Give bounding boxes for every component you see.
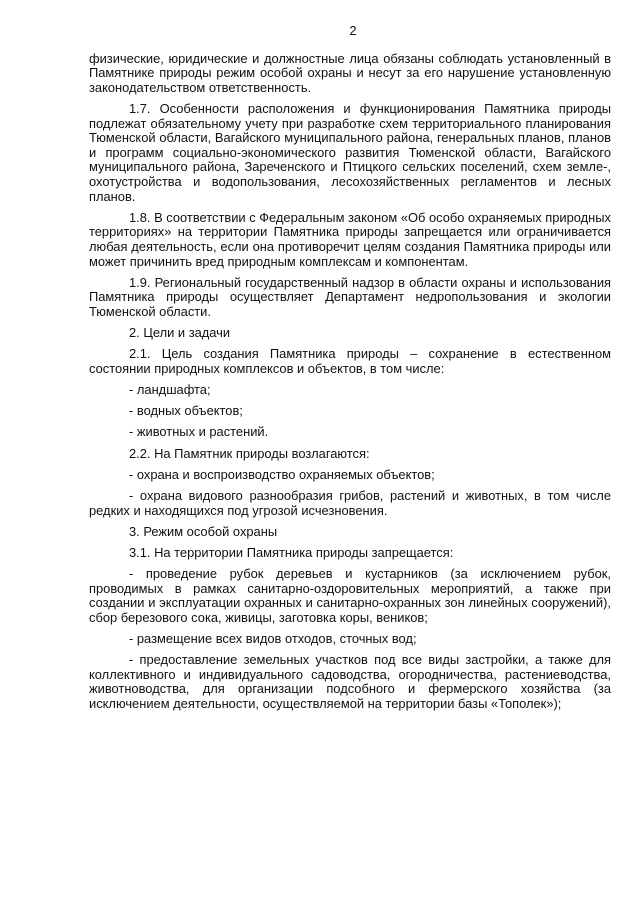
list-item-protection-reproduction: - охрана и воспроизводство охраняемых объектов; [129, 466, 435, 482]
section-heading-3: 3. Режим особой охраны [129, 523, 278, 539]
list-item-land-plots: - предоставление земельных участков под все виды застройки, а также для коллективного и индивидуального садоводства, огородничества, растениеводства, животноводства, для организации подсобного и фермерского хозяйства (за исключением деятельности, осуществляемой на территории базы «Тополек»); [89, 652, 611, 712]
section-heading-2: 2. Цели и задачи [129, 325, 231, 341]
paragraph-1-8: 1.8. В соответствии с Федеральным законом «Об особо охраняемых природных территориях» на территории Памятника природы запрещается или ограничивается любая деятельность, если она противоречит целям создания Памятника природы или может причинить вред природным комплексам и компонентам. [89, 209, 611, 269]
list-item-animals-plants: - животных и растений. [129, 424, 269, 440]
paragraph-2-2: 2.2. На Памятник природы возлагаются: [129, 445, 370, 461]
paragraph-1-7: 1.7. Особенности расположения и функционирования Памятника природы подлежат обязательному учету при разработке схем территориального планирования Тюменской области, Вагайского муниципального района, генеральных планов, планов и программ социально-экономического развития Тюменской области, Вагайского муниципального района, Зареченского и Птицкого сельских поселений, схем земле-, охотустройства и водопользования, лесохозяйственных регламентов и лесных планов. [89, 100, 611, 204]
document-page [89, 24, 611, 718]
list-item-landscape: - ландшафта; [129, 382, 211, 398]
list-item-waste: - размещение всех видов отходов, сточных вод; [129, 631, 417, 647]
paragraph-3-1: 3.1. На территории Памятника природы запрещается: [129, 544, 454, 560]
list-item-species-diversity: - охрана видового разнообразия грибов, растений и животных, в том числе редких и находящихся под угрозой исчезновения. [89, 487, 611, 518]
paragraph-2-1: 2.1. Цель создания Памятника природы – сохранение в естественном состоянии природных комплексов и объектов, в том числе: [89, 346, 611, 376]
list-item-water-objects: - водных объектов; [129, 403, 243, 419]
paragraph-intro-continuation: физические, юридические и должностные лица обязаны соблюдать установленный в Памятнике природы режим особой охраны и несут за его нарушение установленную законодательством ответственность. [89, 50, 611, 95]
list-item-logging: - проведение рубок деревьев и кустарников (за исключением рубок, проводимых в рамках санитарно-оздоровительных мероприятий, а также при создании и эксплуатации охранных и санитарно-охранных зон линейных сооружений), сбор березового сока, живицы, заготовка коры, веников; [89, 566, 611, 625]
paragraph-1-9: 1.9. Региональный государственный надзор в области охраны и использования Памятника природы осуществляет Департамент недропользования и экологии Тюменской области. [89, 274, 611, 319]
page-number: 2 [349, 23, 357, 38]
